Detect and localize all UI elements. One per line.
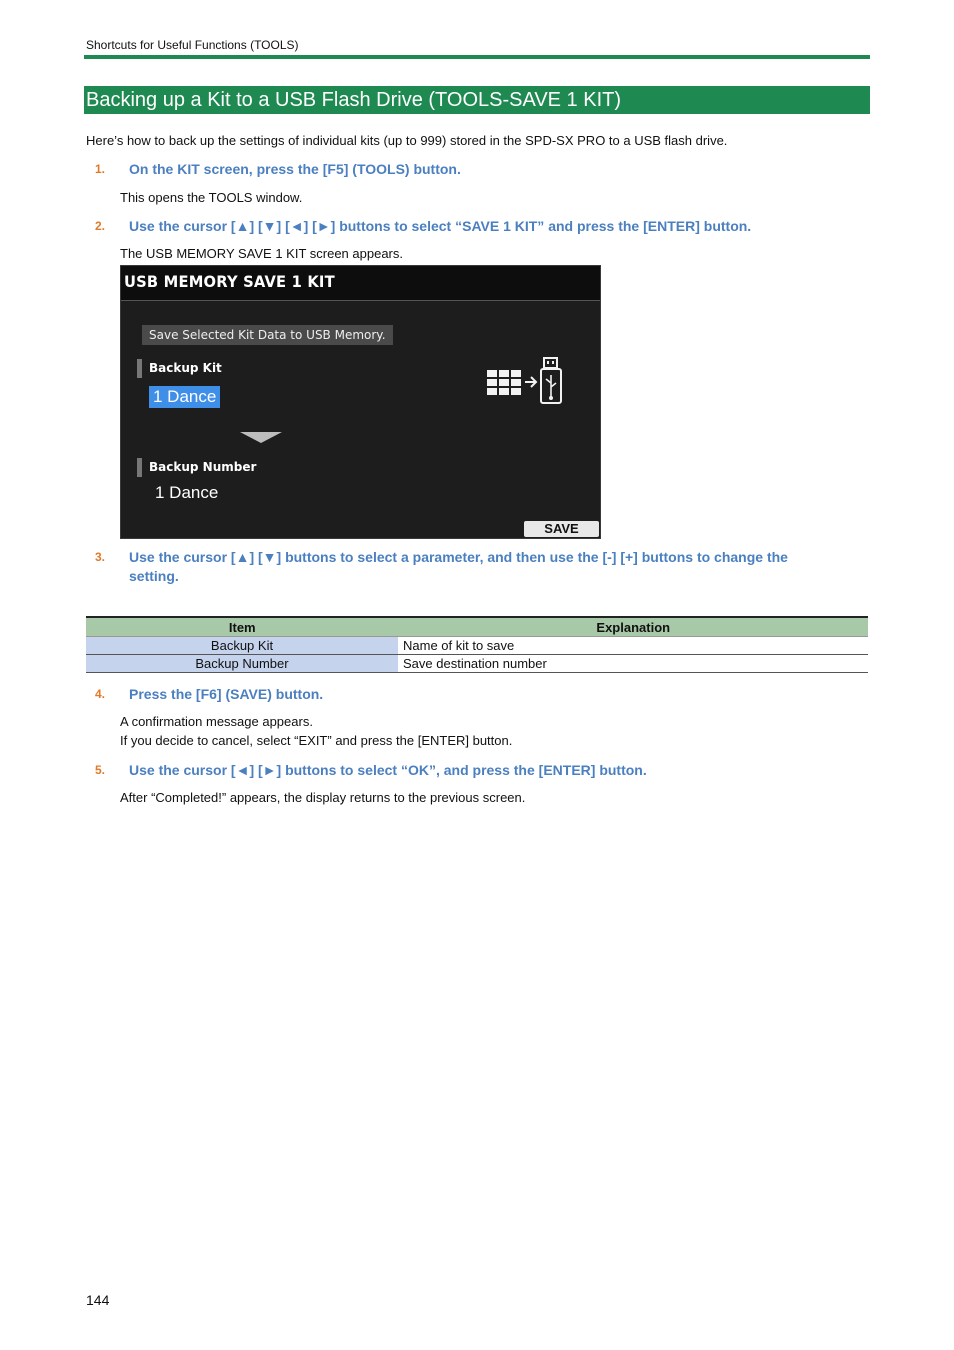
step-4-text: Press the [F6] (SAVE) button. (129, 686, 324, 702)
table-cell-explanation: Name of kit to save (399, 637, 869, 655)
backup-number-value[interactable]: 1 Dance (155, 483, 219, 502)
table-row (86, 637, 868, 655)
screen-message: Save Selected Kit Data to USB Memory. (142, 325, 393, 345)
param-marker (137, 458, 142, 477)
step-5-number: 5. (95, 763, 106, 777)
step-3-text-line1: Use the cursor [▲] [▼] buttons to select a parameter, and then use the [-] [+] buttons to change the (129, 549, 788, 565)
backup-kit-label: Backup Kit (149, 361, 222, 375)
screen-title: USB MEMORY SAVE 1 KIT (124, 272, 335, 291)
save-button[interactable]: SAVE (524, 521, 599, 537)
backup-kit-value[interactable]: 1 Dance (149, 386, 220, 408)
intro-text: Here’s how to back up the settings of individual kits (up to 999) stored in the SPD-SX PRO to a USB flash drive. (86, 133, 728, 148)
step-3-text-line2: setting. (129, 568, 179, 584)
step-4-number: 4. (95, 687, 106, 701)
step-5-note: After “Completed!” appears, the display returns to the previous screen. (120, 790, 526, 805)
screen-title-bar (121, 266, 600, 301)
step-2-text: Use the cursor [▲] [▼] [◄] [►] buttons to select “SAVE 1 KIT” and press the [ENTER] button. (129, 218, 752, 234)
step-4-note-1: A confirmation message appears. (120, 714, 313, 729)
step-4-note-2: If you decide to cancel, select “EXIT” and press the [ENTER] button. (120, 733, 513, 748)
step-1-text: On the KIT screen, press the [F5] (TOOLS) button. (129, 161, 461, 177)
backup-number-label: Backup Number (149, 460, 257, 474)
table-header-row (86, 617, 868, 637)
running-header: Shortcuts for Useful Functions (TOOLS) (86, 38, 299, 52)
usb-memory-save-screen (120, 265, 601, 539)
kit-grid-icon (487, 370, 523, 401)
step-2-note: The USB MEMORY SAVE 1 KIT screen appears. (120, 246, 403, 261)
section-title: Backing up a Kit to a USB Flash Drive (TOOLS-SAVE 1 KIT) (84, 86, 870, 114)
table-cell-explanation: Save destination number (399, 655, 869, 673)
header-rule (84, 55, 870, 59)
step-3-number: 3. (95, 550, 106, 564)
table-cell-item: Backup Kit (86, 637, 399, 655)
usb-drive-icon (539, 357, 563, 410)
table-row (86, 655, 868, 673)
step-1-note: This opens the TOOLS window. (120, 190, 303, 205)
table-cell-item: Backup Number (86, 655, 399, 673)
column-header-item: Item (86, 617, 399, 637)
triangle-down-icon (240, 431, 282, 449)
step-5-text: Use the cursor [◄] [►] buttons to select “OK”, and press the [ENTER] button. (129, 762, 647, 778)
step-2-number: 2. (95, 219, 106, 233)
parameter-table (86, 616, 868, 673)
param-marker (137, 359, 142, 378)
step-1-number: 1. (95, 162, 106, 176)
column-header-explanation: Explanation (399, 617, 869, 637)
page-number: 144 (86, 1292, 110, 1308)
arrow-right-icon (524, 375, 538, 394)
